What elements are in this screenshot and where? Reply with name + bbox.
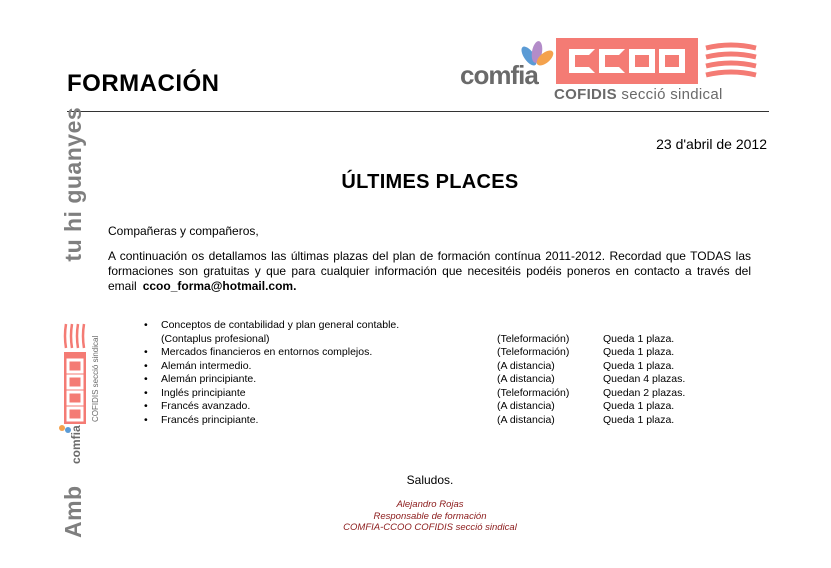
logo-subtitle: COFIDIS secció sindical [554,86,723,103]
list-item [144,319,744,333]
bullet-icon: • [144,373,148,385]
course-name-detail: (Contaplus profesional) [161,332,270,345]
contact-email: ccoo_forma@hotmail.com. [142,279,297,293]
course-name: Francés avanzado. [161,400,251,412]
list-item [144,387,744,401]
signature-role: Responsable de formación [373,511,487,522]
letter-date: 23 d'abril de 2012 [656,136,767,152]
intro-text: A continuación os detallamos las últimas plazas del plan de formación contínua 2011-2012. Recordad que TODAS las formaciones son gratuitas y que para cualquier información que necesitéis podéis poneros en contacto a través del email [108,249,751,293]
course-name: Alemán principiante. [161,373,257,385]
course-status: Queda 1 plaza. [603,332,675,345]
ccoo-wordmark [556,38,698,84]
course-list [144,319,744,427]
course-mode: (A distancia) [497,373,555,385]
course-name: Mercados financieros en entornos complejos. [161,346,373,358]
course-status: Quedan 2 plazas. [603,386,686,399]
course-status: Queda 1 plaza. [603,400,675,412]
list-item [144,360,744,374]
sidebar-tagline: tu hi guanyes [60,106,86,262]
list-item [144,346,744,360]
header-divider [67,111,769,112]
sidebar-amb: Amb [60,485,86,538]
sidebar-mini-subtitle: COFIDIS secció sindical [91,335,100,422]
comfia-wordmark: comfia [460,60,538,90]
course-status: Queda 1 plaza. [603,346,675,358]
course-mode: (A distancia) [497,413,555,426]
sidebar-mini-brand: comfia [69,425,83,464]
bullet-icon: • [144,346,148,358]
signature-organization: COMFIA-CCOO COFIDIS secció sindical [343,522,517,533]
ccoo-letter-c [599,49,625,73]
bullet-icon: • [144,400,148,412]
list-item [144,373,744,387]
sidebar-ccoo-logo [52,312,102,472]
comfia-ccoo-logo [460,36,770,108]
list-item [144,414,744,428]
course-status: Queda 1 plaza. [603,413,675,426]
course-name: Francés principiante. [161,413,259,426]
page-title: FORMACIÓN [67,70,220,97]
bullet-icon: • [144,386,148,399]
bullet-icon: • [144,413,148,426]
course-name: Conceptos de contabilidad y plan general contable. [161,319,400,331]
course-mode: (A distancia) [497,359,555,372]
course-name: Alemán intermedio. [161,359,252,372]
course-status: Quedan 4 plazas. [603,373,686,385]
ccoo-letter-o [659,49,685,73]
intro-paragraph [108,249,751,294]
document-title: ÚLTIMES PLACES [341,171,519,193]
course-name: Inglés principiante [161,386,246,399]
list-item [144,400,744,414]
ccoo-letter-c [569,49,595,73]
ccoo-letter-o [629,49,655,73]
bullet-icon: • [144,359,148,372]
list-item-continuation [144,333,744,347]
course-mode: (Teleformación) [497,332,570,345]
catalan-flag-stripes-icon [704,40,758,82]
greeting: Compañeras y compañeros, [108,224,259,238]
closing: Saludos. [406,473,454,487]
course-mode: (Teleformación) [497,386,570,399]
course-status: Queda 1 plaza. [603,359,675,372]
course-mode: (A distancia) [497,400,555,412]
signature-name: Alejandro Rojas [396,499,464,510]
course-mode: (Teleformación) [497,346,570,358]
bullet-icon: • [144,319,148,331]
